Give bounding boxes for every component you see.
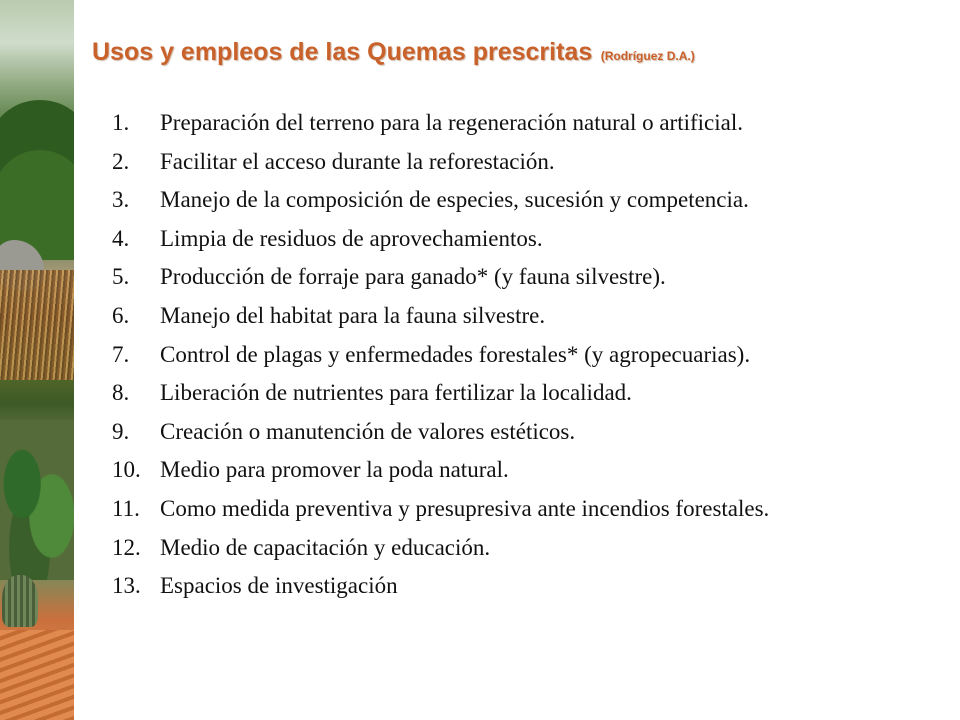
list-item-number: 8. [112,380,130,406]
list-item-number: 11. [112,495,140,521]
list-item-number: 5. [112,264,130,290]
list-item-number: 3. [112,187,130,213]
list-item-text: Limpia de residuos de aprovechamientos. [160,225,543,251]
list-item [112,181,960,220]
list-item-number: 1. [112,110,130,135]
dry-grass-image [0,270,74,380]
list-item [112,374,960,413]
list-item-number: 13. [112,573,141,599]
list-item-text: Medio de capacitación y educación. [160,534,491,560]
slide-title [92,38,695,67]
list-item-number: 9. [112,418,130,444]
list-item-text: Liberación de nutrientes para fertilizar la localidad. [160,380,632,406]
list-item [112,490,960,529]
list-item-text: Preparación del terreno para la regeneración natural o artificial. [160,110,743,135]
list-item [112,143,960,182]
list-item-number: 7. [112,341,130,367]
list-item [112,258,960,297]
list-item [112,567,960,606]
list-item-text: Facilitar el acceso durante la reforestación. [160,148,555,174]
nature-photo-strip [0,0,74,720]
list-item-text: Manejo de la composición de especies, sucesión y competencia. [160,187,749,213]
list-item-text: Manejo del habitat para la fauna silvestre. [160,302,546,328]
list-item-number: 6. [112,302,130,328]
list-item-number: 12. [112,534,141,560]
list-item [112,413,960,452]
slide-title-text: Usos y empleos de las Quemas prescritas [92,38,593,66]
list-item-text: Control de plagas y enfermedades forestales* (y agropecuarias). [160,341,751,367]
list-item-number: 2. [112,148,130,174]
list-item-number: 10. [112,457,141,483]
list-item-text: Producción de forraje para ganado* (y fauna silvestre). [160,264,666,290]
list-item-text: Espacios de investigación [160,573,398,599]
list-item [112,336,960,375]
cactus-image [2,575,38,627]
list-item [112,104,960,143]
slide-title-citation: (Rodríguez D.A.) [600,49,695,63]
uses-list [112,104,960,606]
list-item [112,220,960,259]
list-item-text: Medio para promover la poda natural. [160,457,509,483]
list-item [112,297,960,336]
list-item-text: Creación o manutención de valores estéticos. [160,418,576,444]
list-item-text: Como medida preventiva y presupresiva ante incendios forestales. [160,495,770,521]
list-item-number: 4. [112,225,130,251]
list-item [112,451,960,490]
leaves-image [0,420,74,580]
sand-dunes-image [0,630,74,720]
list-item [112,529,960,568]
